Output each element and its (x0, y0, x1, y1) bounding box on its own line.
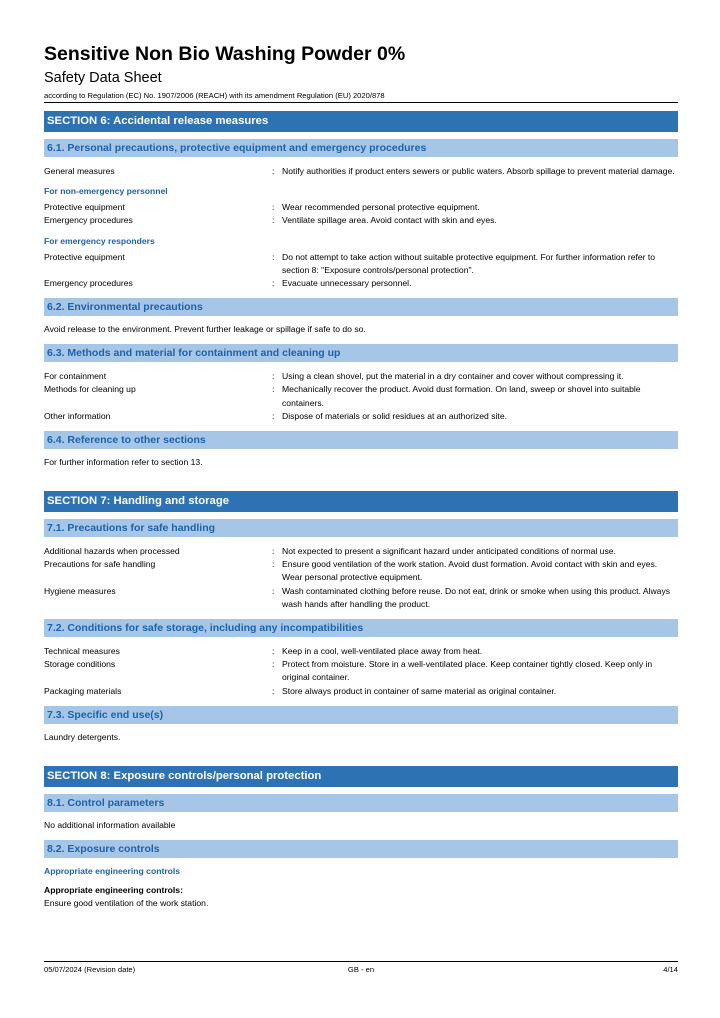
field-separator: : (272, 559, 275, 570)
field-separator: : (272, 685, 275, 696)
field-label: Technical measures (44, 646, 120, 657)
subsection-6-1-body (44, 165, 678, 290)
field-row (44, 645, 678, 658)
group-heading-engineering-controls: Appropriate engineering controls (44, 865, 181, 876)
field-row (44, 201, 678, 214)
group-heading-non-emergency: For non-emergency personnel (44, 186, 168, 197)
field-separator: : (272, 646, 275, 657)
field-label: Precautions for safe handling (44, 559, 156, 570)
subsection-6-3-heading: 6.3. Methods and material for containment and cleaning up (44, 344, 678, 362)
field-value: Evacuate unnecessary personnel. (282, 278, 412, 289)
header-divider (44, 102, 678, 103)
subsection-7-1-body (44, 545, 678, 611)
field-value: Dispose of materials or solid residues at an authorized site. (282, 410, 507, 421)
document-subtitle: Safety Data Sheet (44, 70, 162, 86)
page-number: 4/14 (663, 965, 678, 974)
field-label: General measures (44, 166, 115, 176)
subsection-7-2-body (44, 645, 678, 698)
language-code: GB - en (347, 965, 375, 974)
subsection-6-4-heading: 6.4. Reference to other sections (44, 431, 678, 449)
field-label: Storage conditions (44, 659, 116, 670)
subsection-8-1-heading: 8.1. Control parameters (44, 794, 678, 812)
field-separator: : (272, 202, 275, 213)
field-separator: : (272, 251, 275, 262)
field-label: Emergency procedures (44, 215, 133, 226)
field-value: Store always product in container of same material as original container. (282, 685, 557, 696)
field-row (44, 383, 678, 409)
field-separator: : (272, 166, 275, 176)
field-row (44, 370, 678, 383)
field-separator: : (272, 659, 275, 670)
document-title: Sensitive Non Bio Washing Powder 0% (44, 43, 406, 65)
field-row (44, 165, 678, 178)
subsection-8-1-text: No additional information available (44, 819, 176, 830)
field-separator: : (272, 546, 275, 557)
subsection-8-2-heading: 8.2. Exposure controls (44, 840, 678, 858)
field-label: Protective equipment (44, 202, 125, 213)
field-value: Ensure good ventilation of the work station. Avoid dust formation. Avoid contact with skin and eyes. Wear personal protective equipment. (282, 559, 658, 583)
revision-date: 05/07/2024 (Revision date) (44, 965, 136, 974)
subsection-6-3-body (44, 370, 678, 423)
field-label: Hygiene measures (44, 585, 116, 596)
section-8-heading: SECTION 8: Exposure controls/personal protection (44, 766, 678, 787)
field-row (44, 558, 678, 584)
field-value: Notify authorities if product enters sewers or public waters. Absorb spillage to prevent material damage. (282, 166, 675, 176)
field-label: Emergency procedures (44, 278, 133, 289)
field-row (44, 685, 678, 698)
field-row (44, 251, 678, 277)
field-row (44, 214, 678, 227)
field-label: Additional hazards when processed (44, 546, 180, 557)
subsection-7-3-heading: 7.3. Specific end use(s) (44, 706, 678, 724)
footer-divider (44, 961, 678, 962)
field-row (44, 545, 678, 558)
field-label: For containment (44, 371, 107, 382)
field-label: Other information (44, 410, 111, 421)
field-separator: : (272, 410, 275, 421)
field-separator: : (272, 384, 275, 395)
subsection-6-1-heading: 6.1. Personal precautions, protective equipment and emergency procedures (44, 139, 678, 157)
subsection-6-4-text: For further information refer to section 13. (44, 457, 203, 468)
field-value: Ventilate spillage area. Avoid contact with skin and eyes. (282, 215, 497, 226)
document-body (44, 111, 678, 910)
field-row (44, 658, 678, 684)
field-label: Protective equipment (44, 251, 125, 262)
subsection-7-3-text: Laundry detergents. (44, 731, 121, 742)
field-value: Do not attempt to take action without suitable protective equipment. For further information refer to section 8: "Exposure controls/personal protection". (282, 251, 656, 275)
subsection-6-2-text: Avoid release to the environment. Prevent further leakage or spillage if safe to do so. (44, 324, 366, 335)
field-separator: : (272, 215, 275, 226)
group-heading-responders: For emergency responders (44, 235, 155, 246)
field-separator: : (272, 278, 275, 289)
field-label: Methods for cleaning up (44, 384, 136, 395)
regulation-note: according to Regulation (EC) No. 1907/2006 (REACH) with its amendment Regulation (EU) 2020/878 (44, 91, 385, 100)
section-6-heading: SECTION 6: Accidental release measures (44, 111, 678, 132)
field-separator: : (272, 371, 275, 382)
field-value: Using a clean shovel, put the material in a dry container and cover without compressing it. (282, 371, 624, 382)
field-value: Mechanically recover the product. Avoid dust formation. On land, sweep or shovel into suitable containers. (282, 384, 641, 408)
subsection-7-2-heading: 7.2. Conditions for safe storage, including any incompatibilities (44, 619, 678, 637)
field-value: Keep in a cool, well-ventilated place away from heat. (282, 646, 483, 657)
document-header (44, 42, 678, 101)
field-value: Wash contaminated clothing before reuse. Do not eat, drink or smoke when using this product. Always wash hands after handling the product. (282, 585, 671, 609)
field-row (44, 585, 678, 611)
section-7-heading: SECTION 7: Handling and storage (44, 491, 678, 512)
field-separator: : (272, 585, 275, 596)
field-row (44, 277, 678, 290)
engineering-controls-label: Appropriate engineering controls: (44, 884, 183, 895)
field-value: Not expected to present a significant hazard under anticipated conditions of normal use. (282, 546, 616, 557)
subsection-7-1-heading: 7.1. Precautions for safe handling (44, 519, 678, 537)
field-row (44, 410, 678, 423)
engineering-controls-text: Ensure good ventilation of the work station. (44, 897, 209, 908)
field-value: Wear recommended personal protective equipment. (282, 202, 480, 213)
subsection-6-2-heading: 6.2. Environmental precautions (44, 298, 678, 316)
field-value: Protect from moisture. Store in a well-ventilated place. Keep container tightly closed. Keep only in original container. (282, 659, 653, 683)
field-label: Packaging materials (44, 685, 122, 696)
